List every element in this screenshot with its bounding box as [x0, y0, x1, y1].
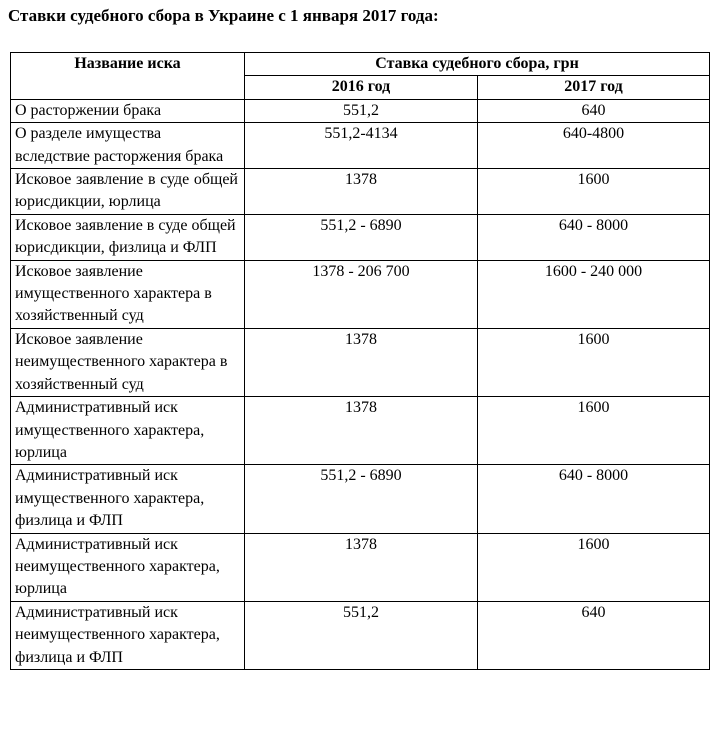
table-row	[11, 169, 710, 215]
table-row	[11, 214, 710, 260]
table-header	[11, 53, 710, 100]
claim-name-cell: Административный иск неимущественного характера, юрлица	[11, 533, 245, 601]
fee-2017-cell: 1600	[478, 533, 710, 601]
table-row	[11, 123, 710, 169]
table-row	[11, 99, 710, 122]
page-title: Ставки судебного сбора в Украине с 1 января 2017 года:	[8, 6, 439, 25]
fee-2017-cell: 1600	[478, 397, 710, 465]
fee-2016-cell: 551,2	[245, 601, 478, 669]
claim-name-cell: Административный иск имущественного характера, юрлица	[11, 397, 245, 465]
table-row	[11, 328, 710, 396]
claim-name-cell: О разделе имущества вследствие расторжения брака	[11, 123, 245, 169]
claim-name-cell: Исковое заявление имущественного характера в хозяйственный суд	[11, 260, 245, 328]
table-row	[11, 397, 710, 465]
fee-2017-cell: 640 - 8000	[478, 465, 710, 533]
table-row	[11, 465, 710, 533]
fee-2016-cell: 551,2	[245, 99, 478, 122]
claim-name-cell: Исковое заявление в суде общей юрисдикции, юрлица	[11, 169, 245, 215]
fee-2016-cell: 1378	[245, 169, 478, 215]
claim-name-cell: Административный иск неимущественного характера, физлица и ФЛП	[11, 601, 245, 669]
claim-name-cell: Исковое заявление в суде общей юрисдикции, физлица и ФЛП	[11, 214, 245, 260]
table-row	[11, 260, 710, 328]
fee-2017-cell: 1600	[478, 169, 710, 215]
table-row	[11, 533, 710, 601]
fee-2017-cell: 1600 - 240 000	[478, 260, 710, 328]
fee-2016-cell: 551,2 - 6890	[245, 465, 478, 533]
table-body	[11, 99, 710, 669]
fee-2016-cell: 1378	[245, 328, 478, 396]
fee-2017-cell: 640	[478, 601, 710, 669]
fee-2016-cell: 1378	[245, 397, 478, 465]
fee-2017-cell: 640-4800	[478, 123, 710, 169]
court-fee-table	[10, 52, 710, 670]
column-header-claim-name: Название иска	[11, 53, 245, 100]
fee-2016-cell: 1378	[245, 533, 478, 601]
column-header-2017: 2017 год	[478, 76, 710, 99]
header-row	[11, 53, 710, 76]
column-header-2016: 2016 год	[245, 76, 478, 99]
fee-2016-cell: 1378 - 206 700	[245, 260, 478, 328]
claim-name-cell: Исковое заявление неимущественного характера в хозяйственный суд	[11, 328, 245, 396]
fee-2016-cell: 551,2-4134	[245, 123, 478, 169]
table-row	[11, 601, 710, 669]
column-group-header-fee-rate: Ставка судебного сбора, грн	[245, 53, 710, 76]
fee-2017-cell: 640	[478, 99, 710, 122]
fee-2016-cell: 551,2 - 6890	[245, 214, 478, 260]
fee-2017-cell: 1600	[478, 328, 710, 396]
claim-name-cell: О расторжении брака	[11, 99, 245, 122]
fee-2017-cell: 640 - 8000	[478, 214, 710, 260]
claim-name-cell: Административный иск имущественного характера, физлица и ФЛП	[11, 465, 245, 533]
